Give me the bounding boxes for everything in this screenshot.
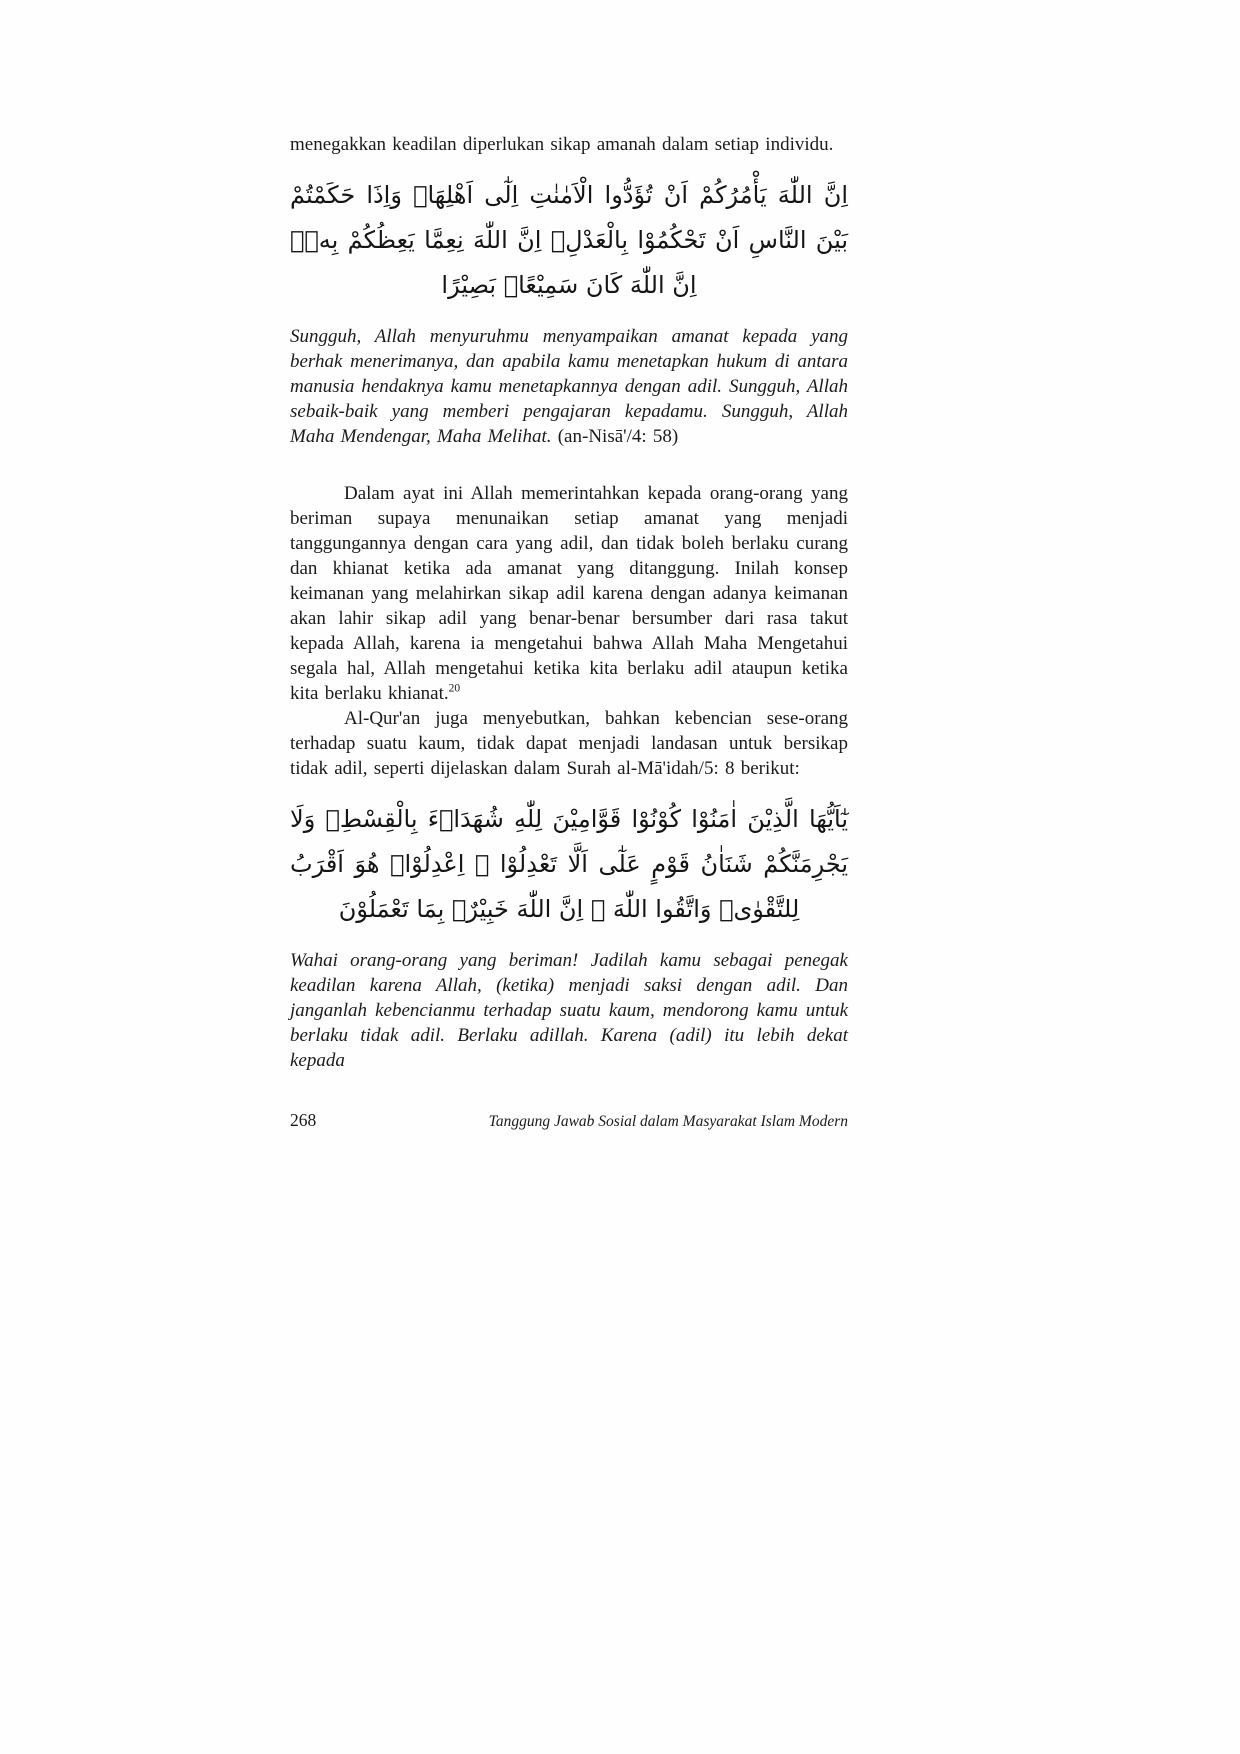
- arabic-verse-almaidah-5-8: يٰٓاَيُّهَا الَّذِيْنَ اٰمَنُوْا كُوْنُوْا قَوَّامِيْنَ لِلّٰهِ شُهَدَاۤءَ بِالْقِسْطِۖ وَلَا يَجْرِمَنَّكُمْ شَنَاٰنُ قَوْمٍ عَلٰٓى اَلَّا تَعْدِلُوْا ۗ اِعْدِلُوْاۗ هُوَ اَقْرَبُ لِلتَّقْوٰىۖ وَاتَّقُوا اللّٰهَ ۗ اِنَّ اللّٰهَ خَبِيْرٌۢ بِمَا تَعْمَلُوْنَ: [290, 805, 848, 923]
- translation-almaidah-text: Wahai orang-orang yang beriman! Jadilah kamu sebagai penegak keadilan karena Allah, (ketika) menjadi saksi dengan adil. Dan janganlah kebencianmu terhadap suatu kaum, mendorong kamu untuk berlaku tidak adil. Berlaku adillah. Karena (adil) itu lebih dekat kepada: [290, 950, 848, 1071]
- running-title: Tanggung Jawab Sosial dalam Masyarakat Islam Modern: [488, 1113, 848, 1130]
- verse-citation-annisa: (an-Nisā'/4: 58): [557, 426, 679, 447]
- paragraph-commentary-text: Dalam ayat ini Allah memerintahkan kepada orang-orang yang beriman supaya menunaikan setiap amanat yang menjadi tanggungannya dengan cara yang adil, dan tidak boleh berlaku curang dan khianat ketika ada amanat yang ditanggung. Inilah konsep keimanan yang melahirkan sikap adil karena dengan adanya keimanan akan lahir sikap adil yang benar-benar bersumber dari rasa takut kepada Allah, karena ia mengetahui bahwa Allah Maha Mengetahui segala hal, Allah mengetahui ketika kita berlaku adil ataupun ketika kita berlaku khianat.: [290, 483, 848, 704]
- translation-annisa-text: Sungguh, Allah menyuruhmu menyampaikan amanat kepada yang berhak menerimanya, dan apabila kamu menetapkan hukum di antara manusia hendaknya kamu menetapkannya dengan adil. Sungguh, Allah sebaik-baik yang memberi pengajaran kepadamu. Sungguh, Allah Maha Mendengar, Maha Melihat.: [290, 326, 848, 447]
- translation-almaidah: [290, 948, 848, 1073]
- page-content: [290, 132, 848, 1073]
- translation-annisa: [290, 324, 848, 449]
- page-footer: [290, 1110, 848, 1131]
- intro-paragraph: menegakkan keadilan diperlukan sikap amanah dalam setiap individu.: [290, 134, 834, 155]
- paragraph-quran-mention: Al-Qur'an juga menyebutkan, bahkan kebencian sese-orang terhadap suatu kaum, tidak dapat menjadi landasan untuk bersikap tidak adil, seperti dijelaskan dalam Surah al-Mā'idah/5: 8 berikut:: [290, 708, 848, 779]
- paragraph-commentary: [290, 481, 848, 706]
- arabic-verse-annisa-4-58: اِنَّ اللّٰهَ يَأْمُرُكُمْ اَنْ تُؤَدُّوا الْاَمٰنٰتِ اِلٰٓى اَهْلِهَاۙ وَاِذَا حَكَمْتُمْ بَيْنَ النَّاسِ اَنْ تَحْكُمُوْا بِالْعَدْلِۗ اِنَّ اللّٰهَ نِعِمَّا يَعِظُكُمْ بِهٖۗ اِنَّ اللّٰهَ كَانَ سَمِيْعًاۢ بَصِيْرًا: [290, 181, 848, 299]
- footnote-reference-20: 20: [448, 682, 461, 695]
- page-number: 268: [290, 1110, 317, 1130]
